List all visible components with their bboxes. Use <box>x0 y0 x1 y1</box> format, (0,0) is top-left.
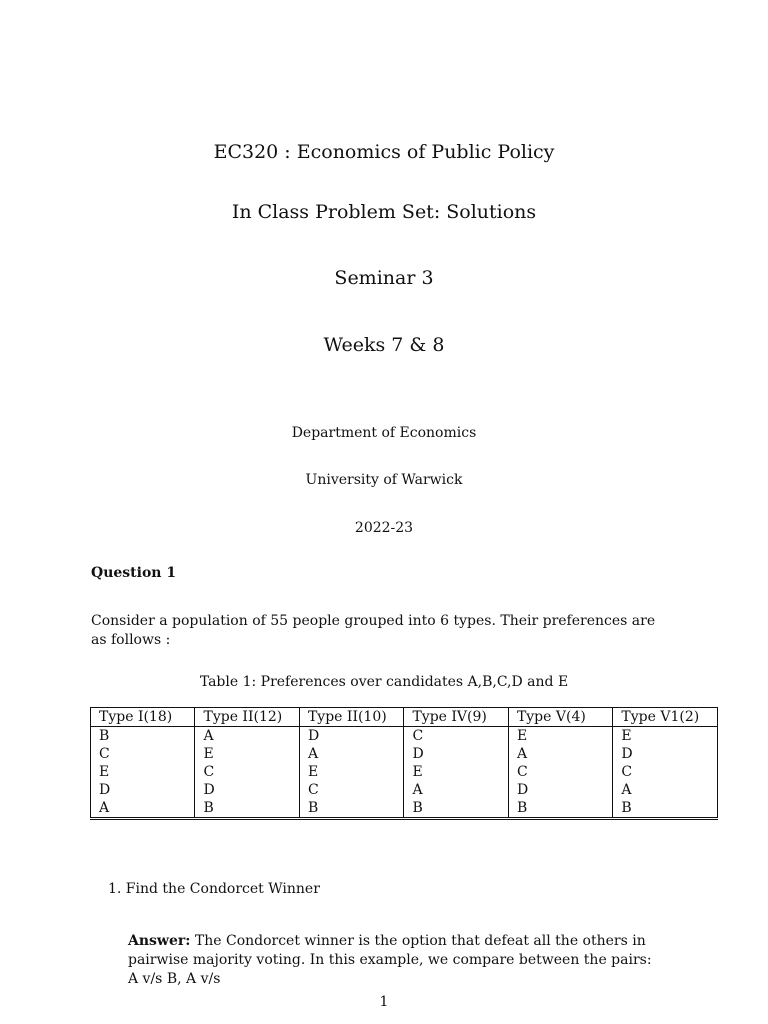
seminar-label: Seminar 3 <box>334 267 434 289</box>
table-cell: A <box>195 727 299 746</box>
table-cell: B <box>195 799 299 819</box>
table-cell: C <box>299 781 403 799</box>
table-cell: D <box>613 745 718 763</box>
table-cell: B <box>404 799 508 819</box>
answer-paragraph <box>128 932 663 989</box>
table-cell: B <box>613 799 718 819</box>
preferences-table <box>90 707 718 820</box>
table-cell: D <box>195 781 299 799</box>
table-cell: D <box>508 781 612 799</box>
table-row <box>91 745 718 763</box>
question-heading: Question 1 <box>91 565 177 581</box>
table-cell: D <box>299 727 403 746</box>
table-row <box>91 763 718 781</box>
table-cell: A <box>508 745 612 763</box>
table-cell: A <box>404 781 508 799</box>
table-cell: C <box>508 763 612 781</box>
table-cell: B <box>91 727 195 746</box>
column-header: Type V1(2) <box>613 708 718 727</box>
document-subtitle: In Class Problem Set: Solutions <box>231 201 537 223</box>
table-cell: E <box>613 727 718 746</box>
table-row <box>91 781 718 799</box>
column-header: Type V(4) <box>508 708 612 727</box>
course-title: EC320 : Economics of Public Policy <box>213 141 555 163</box>
table-cell: E <box>299 763 403 781</box>
table-cell: E <box>195 745 299 763</box>
table-header-row <box>91 708 718 727</box>
table-caption: Table 1: Preferences over candidates A,B,C,D and E <box>199 674 569 690</box>
table-cell: D <box>91 781 195 799</box>
column-header: Type II(12) <box>195 708 299 727</box>
question-intro: Consider a population of 55 people grouped into 6 types. Their preferences are as follows : <box>91 613 656 648</box>
table-cell: C <box>613 763 718 781</box>
table-cell: D <box>404 745 508 763</box>
university-name: University of Warwick <box>305 472 463 488</box>
column-header: Type I(18) <box>91 708 195 727</box>
table-cell: C <box>195 763 299 781</box>
answer-text: The Condorcet winner is the option that defeat all the others in pairwise majority voting. In this example, we compare between the pairs: A v/s B, A v/s <box>128 933 652 987</box>
table-cell: C <box>91 745 195 763</box>
table-cell: A <box>613 781 718 799</box>
answer-label: Answer: <box>128 933 191 949</box>
column-header: Type II(10) <box>299 708 403 727</box>
weeks-label: Weeks 7 & 8 <box>323 334 445 356</box>
table-cell: B <box>299 799 403 819</box>
table-cell: E <box>91 763 195 781</box>
table-row <box>91 727 718 746</box>
table-cell: B <box>508 799 612 819</box>
department-name: Department of Economics <box>291 425 477 441</box>
page-number: 1 <box>379 994 389 1010</box>
table-cell: A <box>91 799 195 819</box>
table-cell: C <box>404 727 508 746</box>
list-item-condorcet: 1. Find the Condorcet Winner <box>108 881 320 897</box>
table-cell: E <box>404 763 508 781</box>
column-header: Type IV(9) <box>404 708 508 727</box>
table-cell: E <box>508 727 612 746</box>
table-cell: A <box>299 745 403 763</box>
academic-year: 2022-23 <box>354 520 414 536</box>
table-row <box>91 799 718 819</box>
